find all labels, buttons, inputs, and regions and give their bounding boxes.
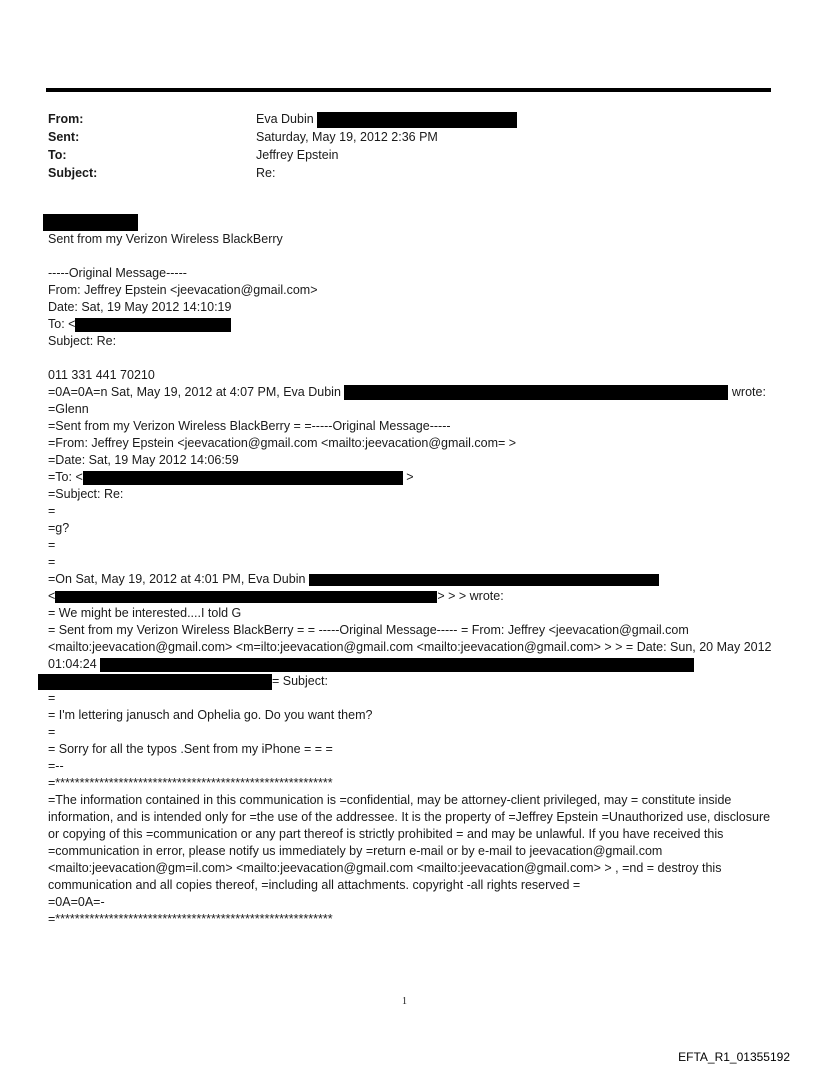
to-label: To: bbox=[48, 148, 67, 162]
email-header bbox=[48, 110, 517, 182]
equals-line: = bbox=[48, 555, 56, 569]
g-line: =g? bbox=[48, 521, 70, 535]
redaction-bar bbox=[55, 591, 437, 603]
equals-line: = bbox=[48, 725, 56, 739]
from-label: From: bbox=[48, 112, 84, 126]
lettering-line: = I'm lettering janusch and Ophelia go. Do you want them? bbox=[48, 708, 373, 722]
subject-value: Re: bbox=[256, 166, 276, 180]
orig-date-line: Date: Sat, 19 May 2012 14:10:19 bbox=[48, 300, 232, 314]
sent-from-line: Sent from my Verizon Wireless BlackBerry bbox=[48, 232, 283, 246]
on-sat-line: =On Sat, May 19, 2012 at 4:01 PM, Eva Dubin bbox=[48, 571, 776, 588]
orig-to-line: To: < bbox=[48, 316, 776, 333]
interested-line: = We might be interested....I told G bbox=[48, 606, 242, 620]
redaction-bar bbox=[38, 674, 272, 690]
email-body bbox=[48, 214, 776, 928]
lt-line: < > > > wrote: bbox=[48, 589, 504, 603]
equals-line: = bbox=[48, 504, 56, 518]
document-id: EFTA_R1_01355192 bbox=[678, 1050, 790, 1064]
header-subject-row bbox=[48, 164, 517, 182]
to-value: Jeffrey Epstein bbox=[256, 148, 339, 162]
redaction-bar bbox=[75, 318, 231, 332]
redaction-bar bbox=[309, 574, 659, 586]
page-number: 1 bbox=[402, 996, 407, 1007]
stars-line: =********************************************************* bbox=[48, 912, 333, 926]
quoted-to-line: =To: < > bbox=[48, 470, 414, 484]
orig-subject-line: Subject: Re: bbox=[48, 334, 117, 348]
equals-line: = bbox=[48, 691, 56, 705]
quoted-date-line: =Date: Sat, 19 May 2012 14:06:59 bbox=[48, 453, 239, 467]
quoted-sent-from-line: =Sent from my Verizon Wireless BlackBerry = =-----Original Message----- bbox=[48, 419, 451, 433]
equals-line: = bbox=[48, 538, 56, 552]
typos-line: = Sorry for all the typos .Sent from my iPhone = = = bbox=[48, 742, 333, 756]
stars-line: =********************************************************* bbox=[48, 776, 333, 790]
disclaimer-text: =The information contained in this communication is =confidential, may be attorney-client privileged, may = constitute inside information, and is intended only for =the use of the addressee. It is the property of =Jeffrey Epstein =Unauthorized use, disclosure or copying of this =communication or any part thereof is strictly prohibited = and may be unlawful. If you have received this =communication in error, please notify us immediately by =return e-mail or by e-mail to jeevacation@gmail.com <mailto:jeevacation@gm=il.com> <mailto:jeevacation@gmail.com <mailto:jeevacation@gmail.com> > , =nd = destroy this communication and all copies thereof, =including all attachments. copyright -all rights reserved = bbox=[48, 793, 771, 892]
quoted-subject-line: =Subject: Re: bbox=[48, 487, 124, 501]
header-sent-row bbox=[48, 128, 517, 146]
sent-label: Sent: bbox=[48, 130, 80, 144]
header-rule bbox=[46, 88, 771, 92]
subject-label: Subject: bbox=[48, 166, 98, 180]
redacted-line bbox=[48, 214, 776, 231]
subject-redacted-line: = Subject: bbox=[48, 673, 776, 690]
wrote-line: =0A=0A=n Sat, May 19, 2012 at 4:07 PM, Eva Dubin wrote: bbox=[48, 385, 766, 399]
phone-line: 011 331 441 70210 bbox=[48, 368, 155, 382]
redaction-bar bbox=[43, 214, 138, 231]
redaction-bar bbox=[100, 658, 694, 672]
header-from-row bbox=[48, 110, 517, 128]
redaction-bar bbox=[83, 471, 403, 485]
original-message-marker: -----Original Message----- bbox=[48, 266, 187, 280]
redaction-bar bbox=[317, 112, 517, 128]
quoted-from-line: =From: Jeffrey Epstein <jeevacation@gmail.com <mailto:jeevacation@gmail.com= > bbox=[48, 436, 517, 450]
end-code-line: =0A=0A=- bbox=[48, 895, 105, 909]
from-value: Eva Dubin bbox=[256, 110, 517, 128]
dashes-line: =-- bbox=[48, 759, 64, 773]
sent-value: Saturday, May 19, 2012 2:36 PM bbox=[256, 130, 438, 144]
orig-from-line: From: Jeffrey Epstein <jeevacation@gmail.com> bbox=[48, 283, 318, 297]
header-to-row bbox=[48, 146, 517, 164]
redaction-bar bbox=[344, 385, 728, 400]
glenn-line: =Glenn bbox=[48, 402, 89, 416]
long-quoted-header: = Sent from my Verizon Wireless BlackBerry = = -----Original Message----- = From: Jeffrey <jeevacation@gmail.com <mailto:jeevacation@gmail.com> <m=ilto:jeevacation@gmail.com <mailto:jeevacation@gmail.com> > > = Date: Sun, 20 May 2012 01:04:24 bbox=[48, 623, 772, 671]
